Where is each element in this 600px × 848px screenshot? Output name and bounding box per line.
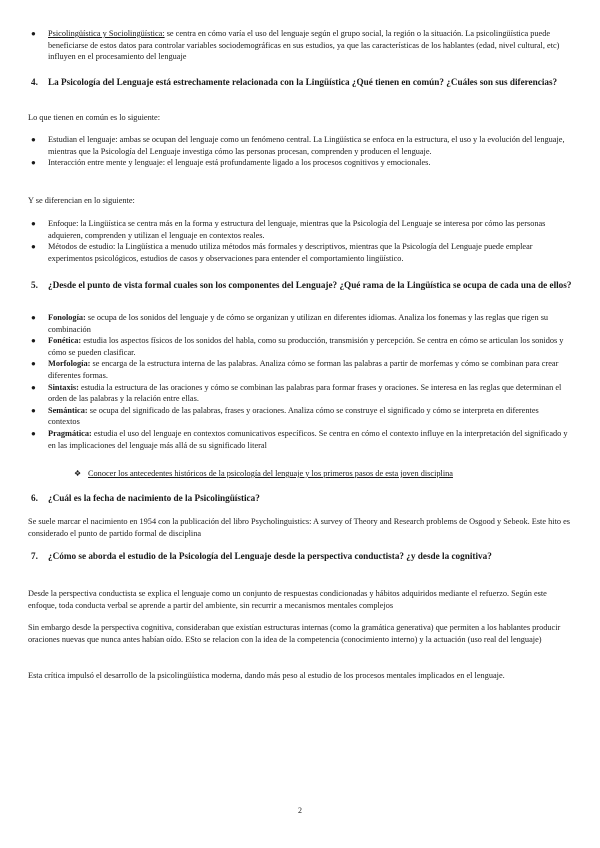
list-item [28, 382, 572, 405]
bullet-term: Psicolingüística y Sociolingüística: [48, 29, 165, 38]
item-text: Estudian el lenguaje: ambas se ocupan del lenguaje como un fenómeno central. La Lingüística se enfoca en la estructura, el uso y la evolución del lenguaje, mientras que la Psicología del Lenguaje investiga cómo las personas procesan, comprenden y producen el lenguaje. [48, 135, 565, 156]
item-text: Métodos de estudio: la Lingüística a menudo utiliza métodos más formales y descriptivos, mientras que la Psicología del Lenguaje puede emplear experimentos psicológicos, estudios de casos y observaciones para entender el comportamiento lingüístico. [48, 242, 533, 263]
common-intro: Lo que tienen en común es lo siguiente: [28, 113, 161, 122]
item-term: Fonología: [48, 313, 86, 322]
bullet-icon: ● [31, 405, 36, 415]
bullet-icon: ● [31, 336, 36, 346]
diamond-bullet-icon: ❖ [74, 469, 82, 478]
list-item [28, 335, 572, 358]
list-item [28, 241, 572, 264]
item-text: se ocupa de los sonidos del lenguaje y de cómo se organizan y utilizan en diferentes idiomas. Analiza los fonemas y las reglas que rigen su combinación [48, 313, 549, 334]
paragraph: Desde la perspectiva conductista se explica el lenguaje como un conjunto de respuestas condicionadas y hábitos adquiridos mediante el refuerzo. Según este enfoque, toda conducta verbal se aprende a partir del ambiente, sin recurrir a mecanismos mentales complejos [28, 589, 547, 610]
bullet-text: se centra en cómo varía el uso del lenguaje según el grupo social, la región o la situación. La psicolingüística puede beneficiarse de estos datos para controlar variables sociodemográficas en sus estudios, ya que las características de los hablantes (edad, nivel cultural, etc) influyen en el procesamiento del lenguaje [48, 29, 560, 62]
question-6-body: Se suele marcar el nacimiento en 1954 con la publicación del libro Psycholinguistics: A survey of Theory and Research problems de Osgood y Sebeok. Este hito es considerado el punto de partido formal de disciplina [28, 517, 571, 538]
bullet-icon: ● [31, 242, 36, 252]
bullet-icon: ● [31, 158, 36, 168]
item-text: Enfoque: la Lingüística se centra más en la forma y estructura del lenguaje, mientras que la Psicología del Lenguaje se interesa por cómo las personas adquieren, comprenden y utilizan el lenguaje en contextos reales. [48, 219, 546, 240]
item-term: Pragmática: [48, 428, 92, 438]
bullet-icon: ● [31, 382, 36, 392]
item-term: Semántica: [48, 405, 88, 415]
question-number: 7. [31, 551, 38, 561]
list-item [28, 358, 572, 381]
bullet-icon: ● [31, 313, 36, 322]
question-5-heading [28, 279, 572, 291]
list-item [28, 157, 572, 169]
diff-intro: Y se diferencian en lo siguiente: [28, 196, 135, 205]
bullet-icon: ● [31, 359, 36, 369]
paragraph: Sin embargo desde la perspectiva cognitiva, consideraban que existían estructuras internas (como la gramática generativa) que permiten a los hablantes producir oraciones nuevas que nunca antes habían oído. ESto se relacion con la idea de la competencia (conocimiento interno) y la actuación (uso real del lenguaje) [28, 623, 561, 644]
sub-item-text: Conocer los antecedentes históricos de la psicología del lenguaje y los primeros pasos de esta joven disciplina [88, 469, 453, 478]
components-list [28, 312, 572, 451]
item-term: Fonética: [48, 336, 82, 346]
paragraph: Esta crítica impulsó el desarrollo de la psicolingüística moderna, dando más peso al estudio de los procesos mentales implicados en el lenguaje. [28, 671, 505, 680]
bullet-icon: ● [31, 29, 36, 38]
intro-bullet-list [28, 28, 572, 63]
list-item [28, 218, 572, 241]
question-title: ¿Cuál es la fecha de nacimiento de la Psicolingüística? [48, 493, 260, 503]
question-title: ¿Desde el punto de vista formal cuales son los componentes del Lenguaje? ¿Qué rama de la Lingüística se ocupa de cada una de ellos? [48, 280, 572, 290]
item-text: se ocupa del significado de las palabras, frases y oraciones. Analiza cómo se construye el significado y cómo se interpreta en diferentes contextos [48, 405, 539, 427]
page-number: 2 [298, 806, 302, 815]
question-title: ¿Cómo se aborda el estudio de la Psicología del Lenguaje desde la perspectiva conductista? ¿y desde la cognitiva? [48, 551, 492, 561]
question-number: 4. [31, 77, 38, 87]
item-text: estudia el uso del lenguaje en contextos comunicativos específicos. Se centra en cómo el contexto influye en la interpretación del significado y en las implicaciones del lenguaje más allá de su significado literal [48, 428, 568, 450]
bullet-icon: ● [31, 135, 36, 144]
item-term: Sintaxis: [48, 382, 79, 392]
item-text: se encarga de la estructura interna de las palabras. Analiza cómo se forman las palabras a partir de morfemas y cómo se combinan para crear diferentes formas. [48, 359, 559, 380]
item-text: estudia la estructura de las oraciones y cómo se combinan las palabras para formar frases y oraciones. Se interesa en las reglas que determinan el orden de las palabras y la relación entre ellas. [48, 382, 562, 404]
question-6-heading [28, 492, 572, 504]
list-item [28, 428, 572, 451]
question-number: 6. [31, 493, 38, 503]
bullet-icon: ● [31, 428, 36, 438]
list-item [28, 28, 572, 63]
bullet-icon: ● [31, 219, 36, 228]
question-7-heading [28, 550, 572, 562]
question-4-heading [28, 76, 572, 88]
list-item [28, 134, 572, 157]
question-title: La Psicología del Lenguaje está estrechamente relacionada con la Lingüística ¿Qué tienen en común? ¿Cuáles son sus diferencias? [48, 77, 558, 87]
diff-list [28, 218, 572, 264]
item-term: Morfología: [48, 359, 91, 369]
item-text: Interacción entre mente y lenguaje: el lenguaje está profundamente ligado a los procesos cognitivos y emocionales. [48, 158, 431, 168]
list-item [28, 405, 572, 428]
common-list [28, 134, 572, 169]
item-text: estudia los aspectos físicos de los sonidos del habla, como su producción, transmisión y percepción. Se centra en cómo se articulan los sonidos y cómo se pueden clasificar. [48, 336, 564, 357]
sub-item [72, 468, 572, 480]
question-number: 5. [31, 280, 38, 290]
list-item [28, 312, 572, 335]
